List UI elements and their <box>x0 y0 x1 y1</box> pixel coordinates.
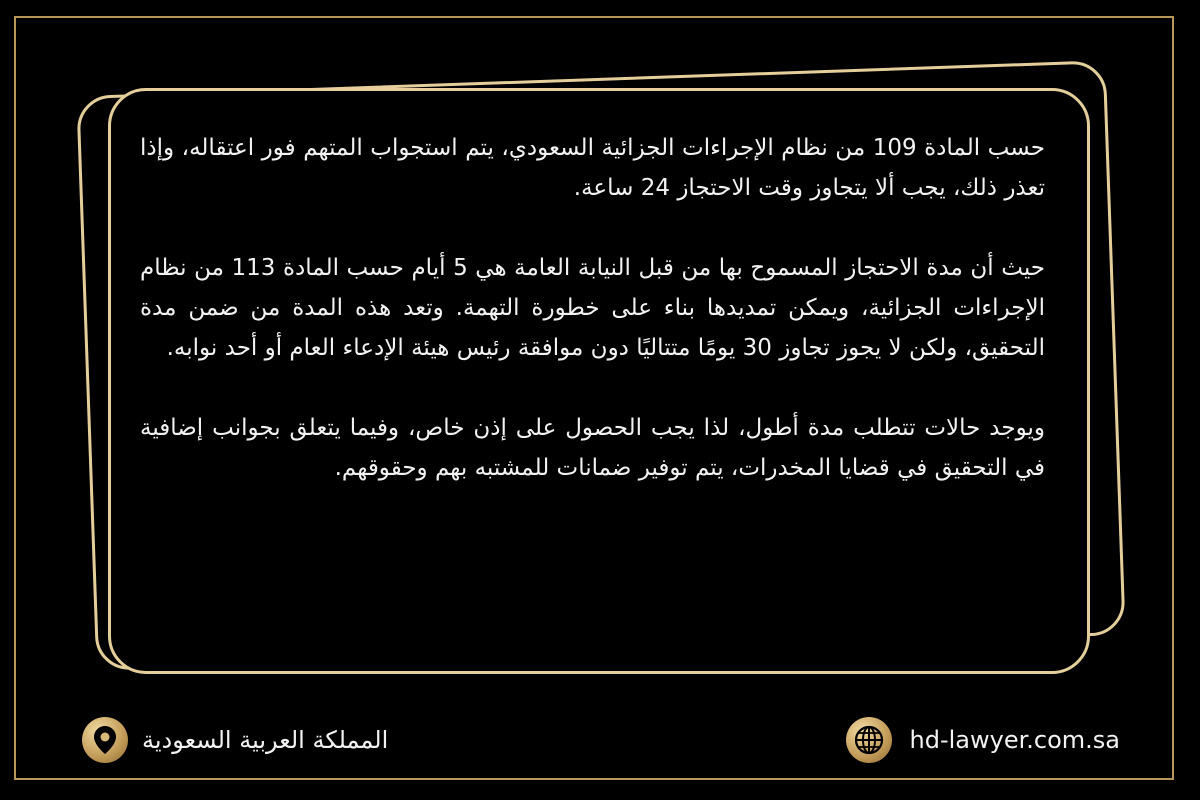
website-link[interactable]: hd-lawyer.com.sa <box>909 726 1120 754</box>
paragraph-1: حسب المادة 109 من نظام الإجراءات الجزائية السعودي، يتم استجواب المتهم فور اعتقاله، وإذا تعذر ذلك، يجب ألا يتجاوز وقت الاحتجاز 24 ساعة. <box>140 135 1045 201</box>
location-pin-icon <box>82 717 128 763</box>
article-text <box>140 128 1045 528</box>
globe-icon <box>846 717 892 763</box>
footer-location <box>82 716 388 764</box>
paragraph-2: حيث أن مدة الاحتجاز المسموح بها من قبل النيابة العامة هي 5 أيام حسب المادة 113 من نظام الإجراءات الجزائية، ويمكن تمديدها بناء على خطورة التهمة. وتعد هذه المدة من ضمن مدة التحقيق، ولكن لا يجوز تجاوز 30 يومًا متتاليًا دون موافقة رئيس هيئة الإدعاء العام أو أحد نوابه. <box>140 255 1046 361</box>
location-text: المملكة العربية السعودية <box>142 726 389 754</box>
paragraph-3: ويوجد حالات تتطلب مدة أطول، لذا يجب الحصول على إذن خاص، وفيما يتعلق بجوانب إضافية في التحقيق في قضايا المخدرات، يتم توفير ضمانات للمشتبه بهم وحقوقهم. <box>140 415 1045 481</box>
footer-website <box>846 716 1120 764</box>
